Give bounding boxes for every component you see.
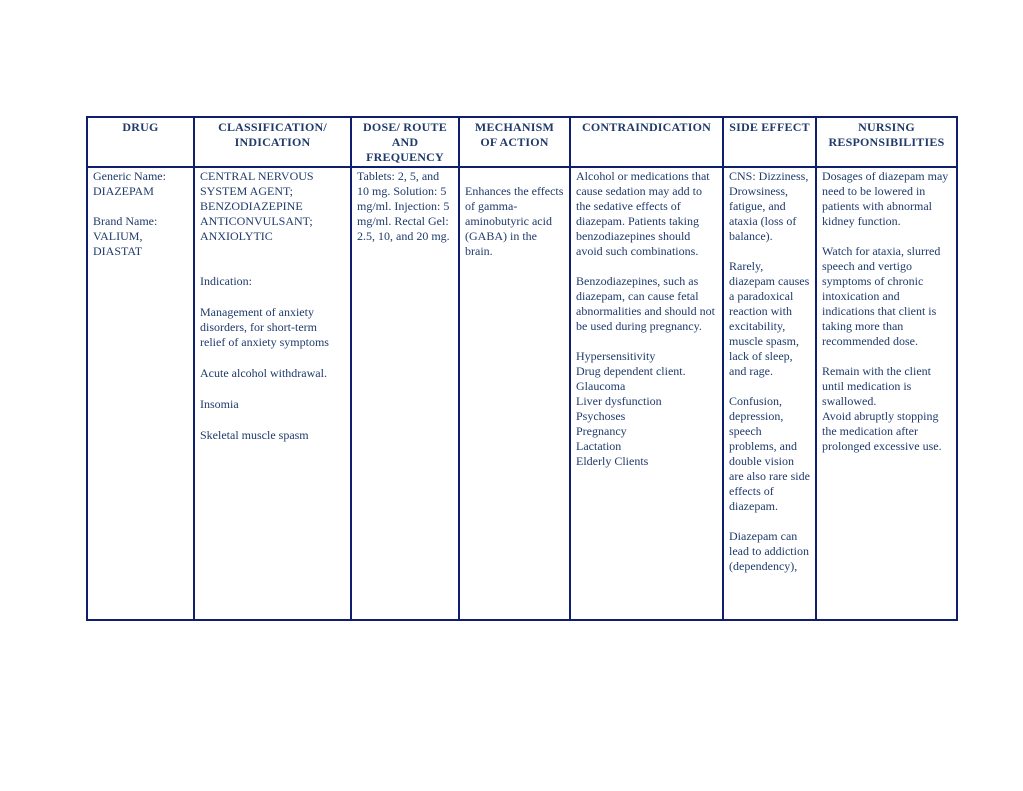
indication-item: Insomia	[200, 397, 239, 411]
header-classification: CLASSIFICATION/ INDICATION	[194, 117, 351, 167]
contraindication-item: Elderly Clients	[576, 454, 649, 468]
cell-dose	[351, 167, 459, 620]
contraindication-item: Liver dysfunction	[576, 394, 662, 408]
contraindication-para: Benzodiazepines, such as diazepam, can cause fetal abnormalities and should not be used during pregnancy.	[576, 274, 715, 333]
side-effect-para: Confusion, depression, speech problems, and double vision are also rare side effects of diazepam.	[729, 394, 810, 513]
header-nursing: NURSING RESPONSIBILITIES	[816, 117, 957, 167]
side-effect-para: Rarely, diazepam causes a paradoxical reaction with excitability, muscle spasm, lack of sleep, and rage.	[729, 259, 810, 378]
header-side-effect: SIDE EFFECT	[723, 117, 816, 167]
nursing-para: Watch for ataxia, slurred speech and vertigo symptoms of chronic intoxication and indications that client is taking more than recommended dose.	[822, 244, 941, 348]
cell-mechanism	[459, 167, 570, 620]
dose-text: Tablets: 2, 5, and 10 mg. Solution: 5 mg/ml. Injection: 5 mg/ml. Rectal Gel: 2.5, 10, and 20 mg.	[357, 169, 450, 243]
cell-classification	[194, 167, 351, 620]
cell-nursing	[816, 167, 957, 620]
contraindication-item: Glaucoma	[576, 379, 626, 393]
indication-label: Indication:	[200, 274, 252, 288]
contraindication-item: Lactation	[576, 439, 622, 453]
header-drug: DRUG	[87, 117, 194, 167]
nursing-para: Dosages of diazepam may need to be lowered in patients with abnormal kidney function.	[822, 169, 949, 228]
generic-name-label: Generic Name:	[93, 169, 166, 183]
contraindication-item: Psychoses	[576, 409, 626, 423]
generic-name-value: DIAZEPAM	[93, 184, 154, 198]
side-effect-para: Diazepam can lead to addiction (dependency),	[729, 529, 809, 573]
table-row	[87, 167, 957, 620]
brand-name-value: VALIUM, DIASTAT	[93, 229, 143, 258]
header-contraindication: CONTRAINDICATION	[570, 117, 723, 167]
header-row	[87, 117, 957, 167]
brand-name-label: Brand Name:	[93, 214, 158, 228]
contraindication-item: Pregnancy	[576, 424, 627, 438]
contraindication-para: Alcohol or medications that cause sedation may add to the sedative effects of diazepam. Patients taking benzodiazepines should avoid such combinations.	[576, 169, 710, 258]
header-mechanism: MECHANISM OF ACTION	[459, 117, 570, 167]
indication-item: Acute alcohol withdrawal.	[200, 366, 327, 380]
nursing-para: Remain with the client until medication is swallowed.	[822, 364, 931, 408]
nursing-para: Avoid abruptly stopping the medication after prolonged excessive use.	[822, 409, 942, 453]
side-effect-para: CNS: Dizziness, Drowsiness, fatigue, and ataxia (loss of balance).	[729, 169, 809, 243]
indication-item: Management of anxiety disorders, for short-term relief of anxiety symptoms	[200, 305, 329, 349]
indication-item: Skeletal muscle spasm	[200, 428, 309, 442]
classification-text: CENTRAL NERVOUS SYSTEM AGENT; BENZODIAZEPINE ANTICONVULSANT; ANXIOLYTIC	[200, 169, 314, 243]
contraindication-item: Hypersensitivity	[576, 349, 656, 363]
drug-study-table	[86, 116, 958, 621]
cell-contraindication	[570, 167, 723, 620]
header-dose: DOSE/ ROUTE AND FREQUENCY	[351, 117, 459, 167]
cell-drug	[87, 167, 194, 620]
contraindication-item: Drug dependent client.	[576, 364, 686, 378]
cell-side-effect	[723, 167, 816, 620]
mechanism-text: Enhances the effects of gamma-aminobutyric acid (GABA) in the brain.	[465, 184, 564, 258]
